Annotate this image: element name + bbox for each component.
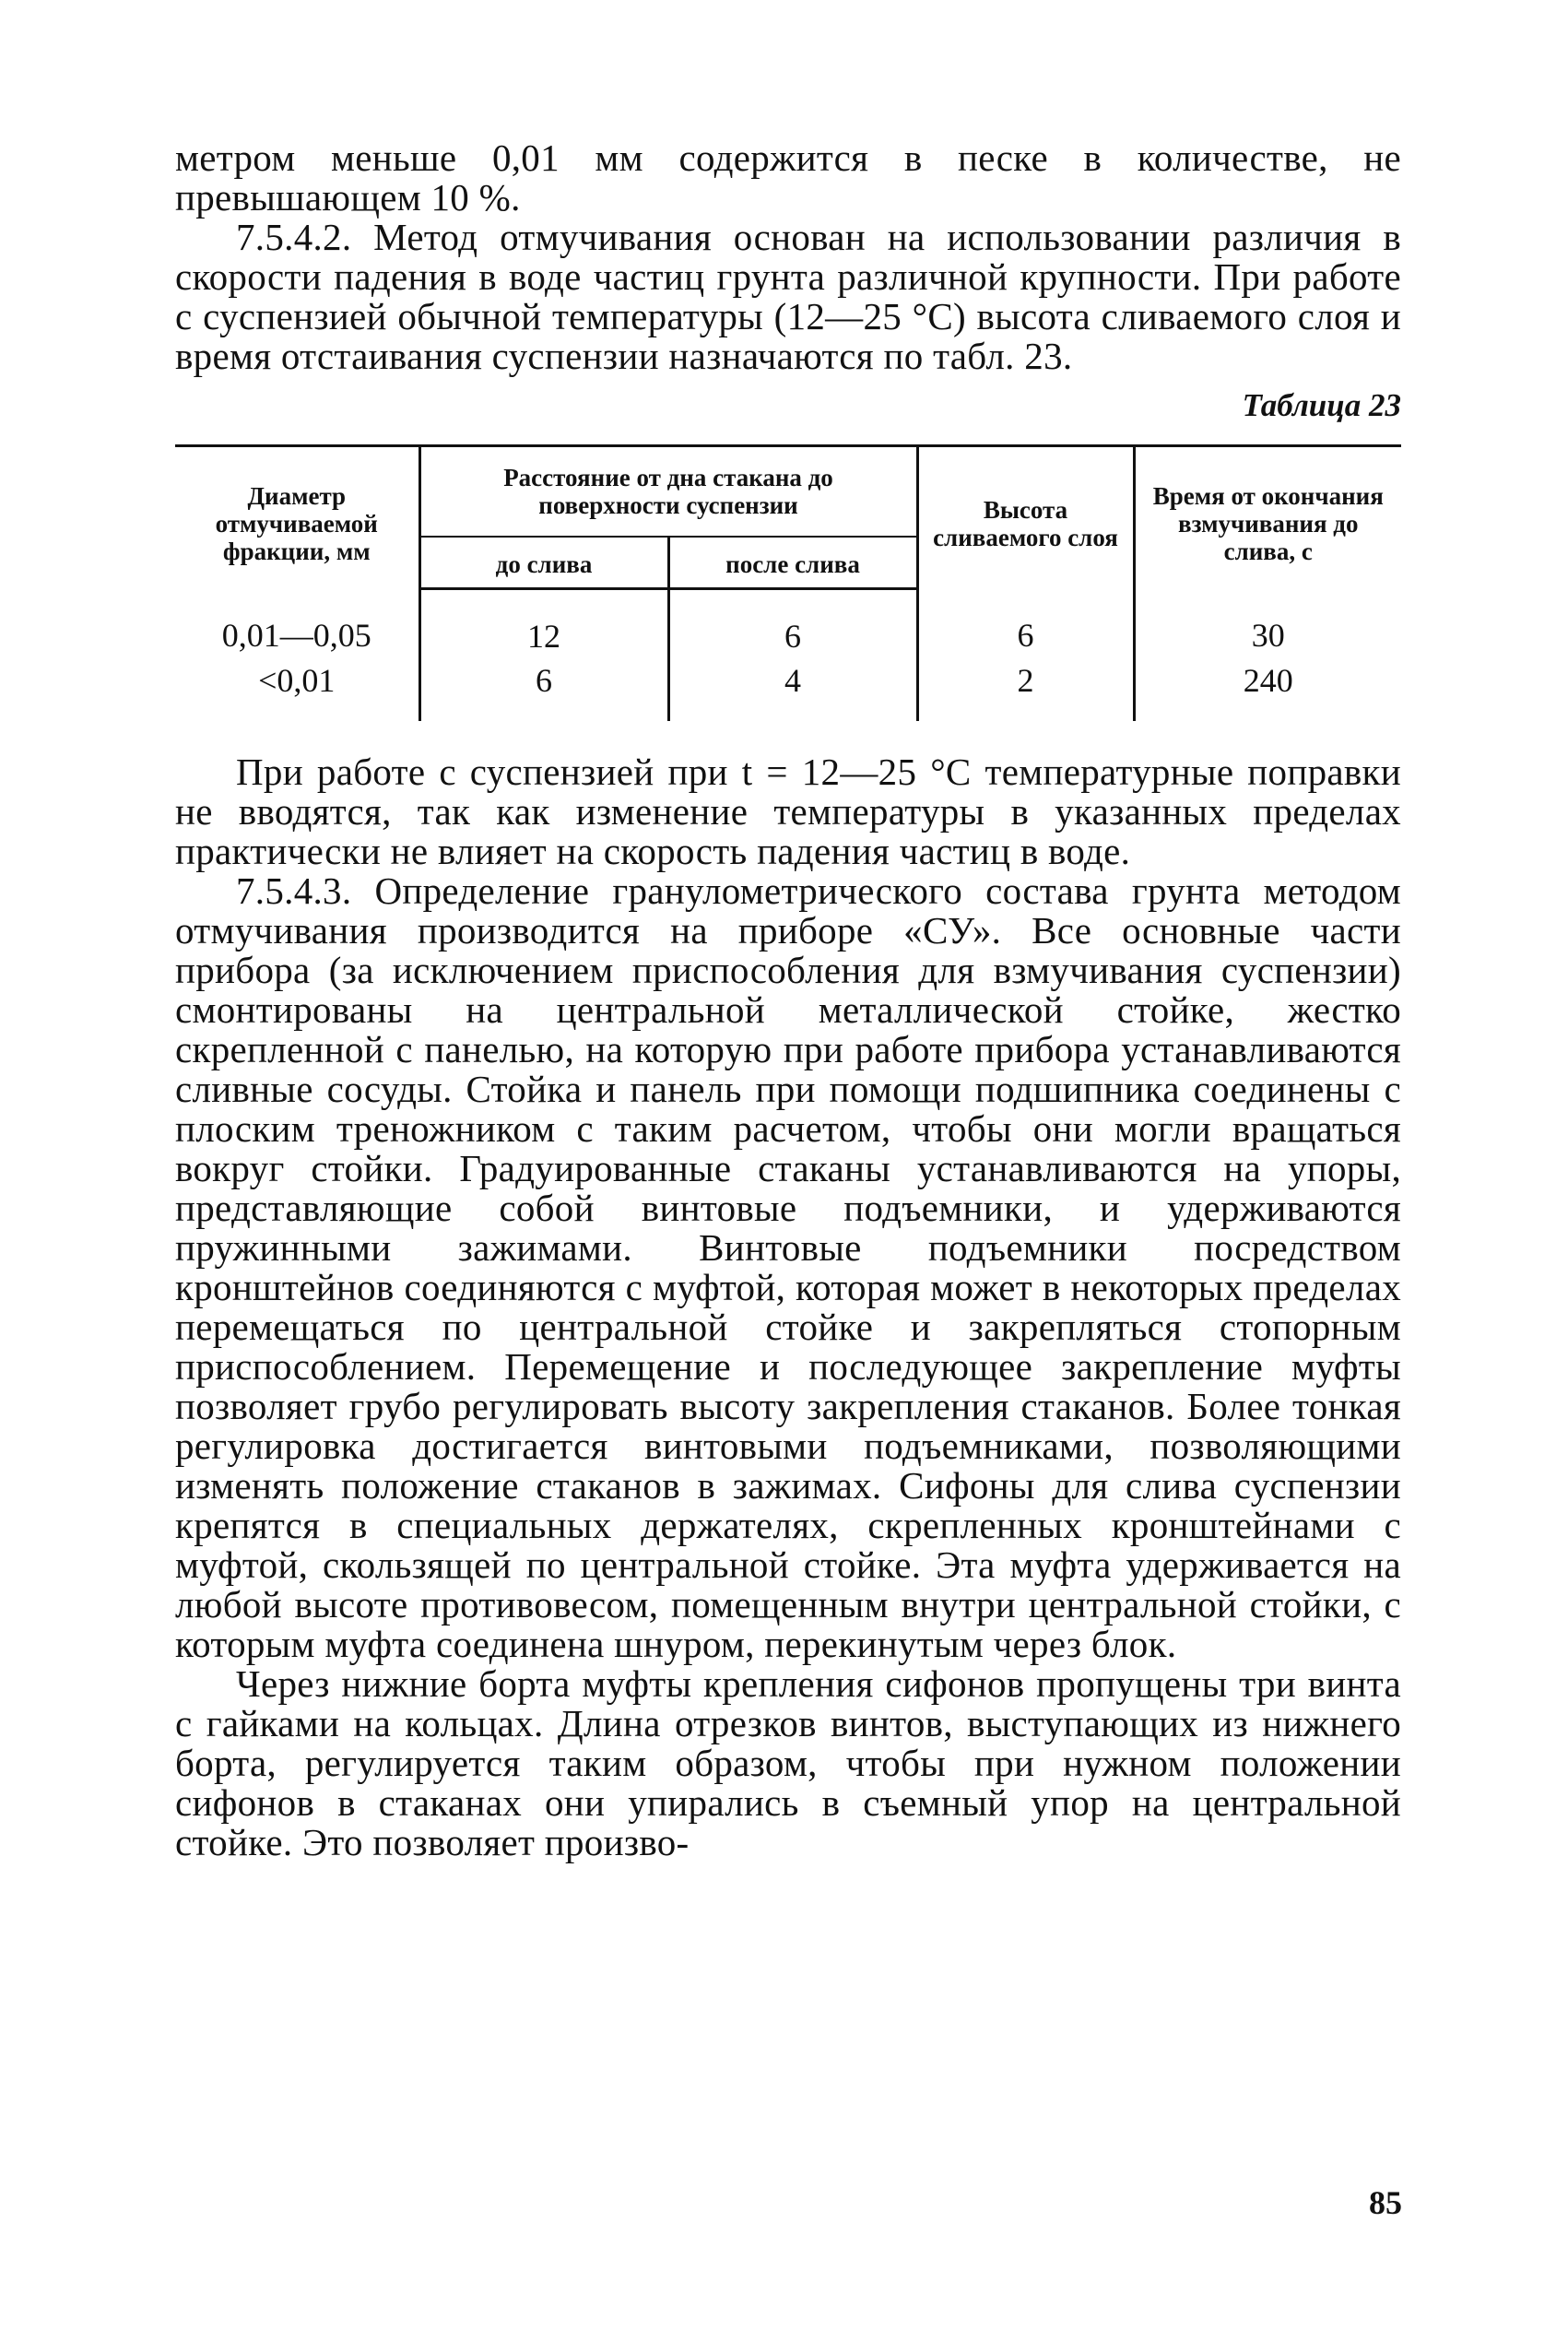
cell-diameter: <0,01 [258,662,336,699]
cell-layer-height: 2 [917,658,1134,721]
cell-after-drain: 6 [668,589,917,659]
cell-after-drain: 4 [668,658,917,721]
paragraph-continuation: метром меньше 0,01 мм содержится в песке в количестве, не превышающем 10 %. [175,136,1401,219]
paragraph-7-5-4-2: 7.5.4.2. Метод отмучивания основан на использовании различия в скорости падения в воде частиц грунта различной крупности. При работе с суспензией обычной температуры (12—25 °С) высота сливаемого слоя и время отстаивания суспензии назначаются по табл. 23. [175,216,1401,377]
header-diameter: Диаметр отмучиваемой фракции, мм [175,446,419,589]
page-body [175,138,1401,1862]
cell-before-drain: 12 [419,589,668,659]
header-time: Время от окончания взмучивания до слива, с [1134,446,1401,589]
table-caption: Таблица 23 [1242,387,1401,423]
cell-layer-height: 6 [917,589,1134,659]
cell-diameter: 0,01—0,05 [221,616,371,654]
paragraph-temperature-note: При работе с суспензией при t = 12—25 °С температурные поправки не вводятся, так как изменение температуры в указанных пределах практически не влияет на скорость падения частиц в воде. [175,751,1401,872]
paragraph-screws: Через нижние борта муфты крепления сифонов пропущены три винта с гайками на кольцах. Длина отрезков винтов, выступающих из нижнего борта, регулируется таким образом, чтобы при нужном положении сифонов в стаканах они упирались в съемный упор на центральной стойке. Это позволяет произво- [175,1662,1401,1863]
cell-before-drain: 6 [419,658,668,721]
cell-time: 30 [1134,589,1401,659]
paragraph-7-5-4-3: 7.5.4.3. Определение гранулометрического состава грунта методом отмучивания производится на приборе «СУ». Все основные части прибора (за исключением приспособления для взмучивания суспензии) смонтированы на центральной металлической стойке, жестко скрепленной с панелью, на которую при работе прибора устанавливаются сливные сосуды. Стойка и панель при помощи подшипника соединены с плоским треножником с таким расчетом, чтобы они могли вращаться вокруг стойки. Градуированные стаканы устанавливаются на упоры, представляющие собой винтовые подъемники, и удерживаются пружинными зажимами. Винтовые подъемники посредством кронштейнов соединяются с муфтой, которая может в некоторых пределах перемещаться по центральной стойке и закрепляться стопорным приспособлением. Перемещение и последующее закрепление муфты позволяет грубо регулировать высоту закрепления стаканов. Более тонкая регулировка достигается винтовыми подъемниками, позволяющими изменять положение стаканов в зажимах. Сифоны для слива суспензии крепятся в специальных держателях, скрепленных кронштейнами с муфтой, скользящей по центральной стойке. Эта муфта удерживается на любой высоте противовесом, помещенным внутри центральной стойки, с которым муфта соединена шнуром, перекинутым через блок. [175,869,1401,1665]
header-distance-group: Расстояние от дна стакана до поверхности суспензии [419,446,917,538]
header-after-drain: после слива [668,537,917,589]
header-layer-height: Высота сливаемого слоя [917,446,1134,589]
header-before-drain: до слива [419,537,668,589]
data-table-23 [175,444,1401,721]
cell-time: 240 [1134,658,1401,721]
table-row [175,658,1401,721]
table-row [175,589,1401,659]
page-number: 85 [1369,2184,1402,2221]
